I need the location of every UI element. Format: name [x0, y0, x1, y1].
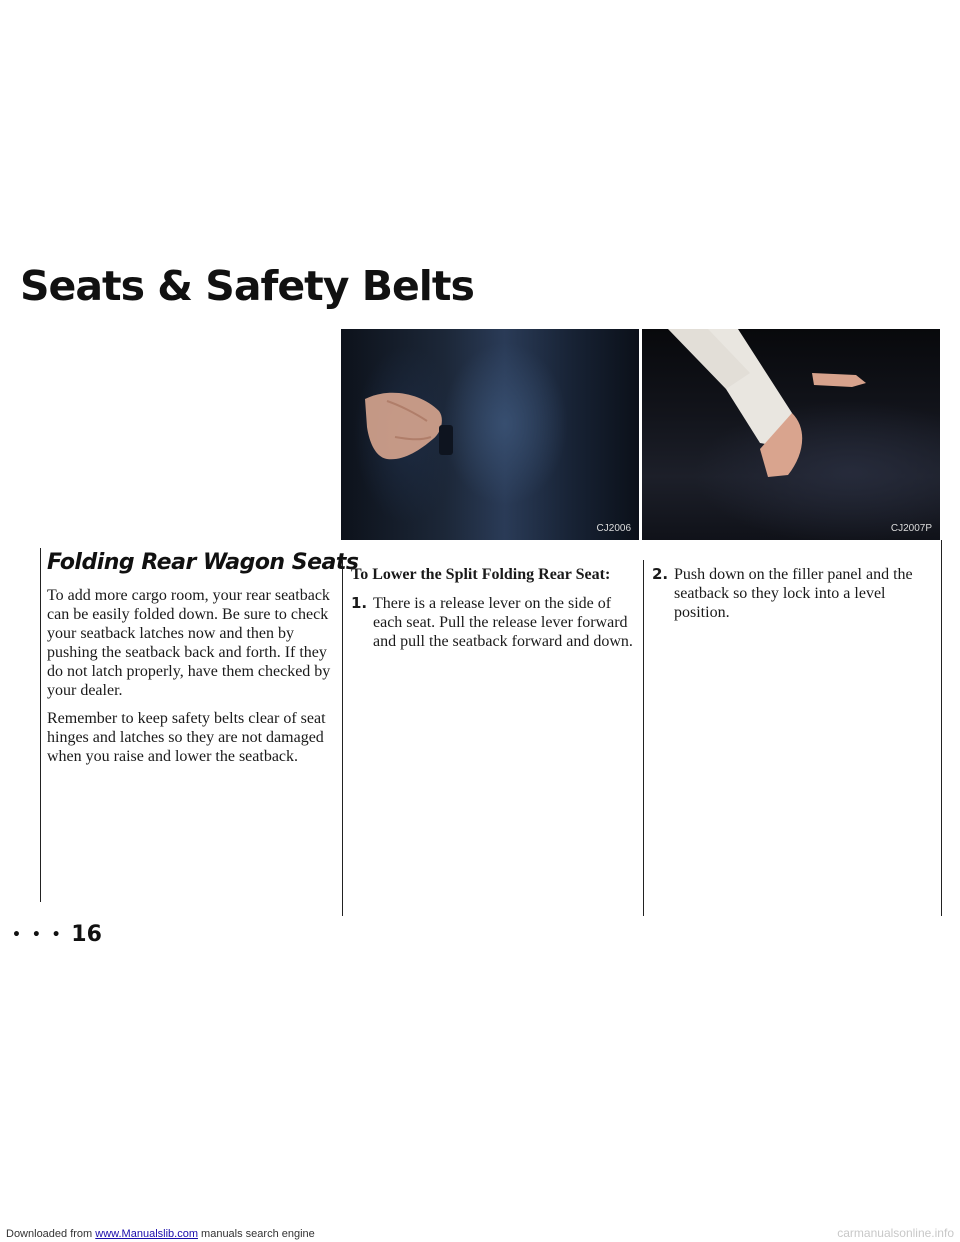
seatback-push-photo [642, 329, 940, 540]
download-banner-suffix: manuals search engine [197, 1228, 315, 1240]
page-number [12, 922, 102, 947]
step-text: Push down on the filler panel and the seatback so they lock into a level position. [674, 566, 913, 621]
watermark-text: carmanualsonline.info [837, 1226, 954, 1240]
procedure-heading: To Lower the Split Folding Rear Seat: [351, 566, 611, 583]
section-body [47, 586, 339, 775]
page-number-value: 16 [71, 922, 102, 947]
column-divider [40, 548, 41, 902]
manualslib-link[interactable]: www.Manualslib.com [95, 1228, 198, 1240]
download-banner [6, 1228, 315, 1240]
photo-code-label: CJ2006 [596, 523, 631, 534]
page-title: Seats & Safety Belts [20, 262, 474, 310]
paragraph: Remember to keep safety belts clear of seat hinges and latches so they are not damaged when you raise and lower the seatback. [47, 710, 326, 765]
hand-on-lever-illustration [341, 329, 639, 540]
step-number: 1. [351, 594, 368, 612]
paragraph: To add more cargo room, your rear seatback can be easily folded down. Be sure to check your seatback latches now and then by pushing the seatback back and forth. If they do not latch properly, have them checked by your dealer. [47, 587, 331, 699]
hands-on-seatback-illustration [642, 329, 940, 540]
page-number-dots: • • • [12, 927, 64, 943]
photo-code-label: CJ2007P [890, 523, 932, 534]
procedure-step [652, 565, 942, 622]
section-title: Folding Rear Wagon Seats [47, 550, 359, 575]
column-divider [643, 560, 644, 916]
step-number: 2. [652, 565, 669, 583]
column-divider [342, 560, 343, 916]
procedure-step [351, 594, 639, 651]
download-banner-prefix: Downloaded from [6, 1228, 96, 1240]
seat-release-lever-photo [341, 329, 639, 540]
procedure-column [351, 565, 639, 651]
procedure-column-continued [652, 565, 942, 622]
step-text: There is a release lever on the side of each seat. Pull the release lever forward and pull the seatback forward and down. [373, 595, 633, 650]
